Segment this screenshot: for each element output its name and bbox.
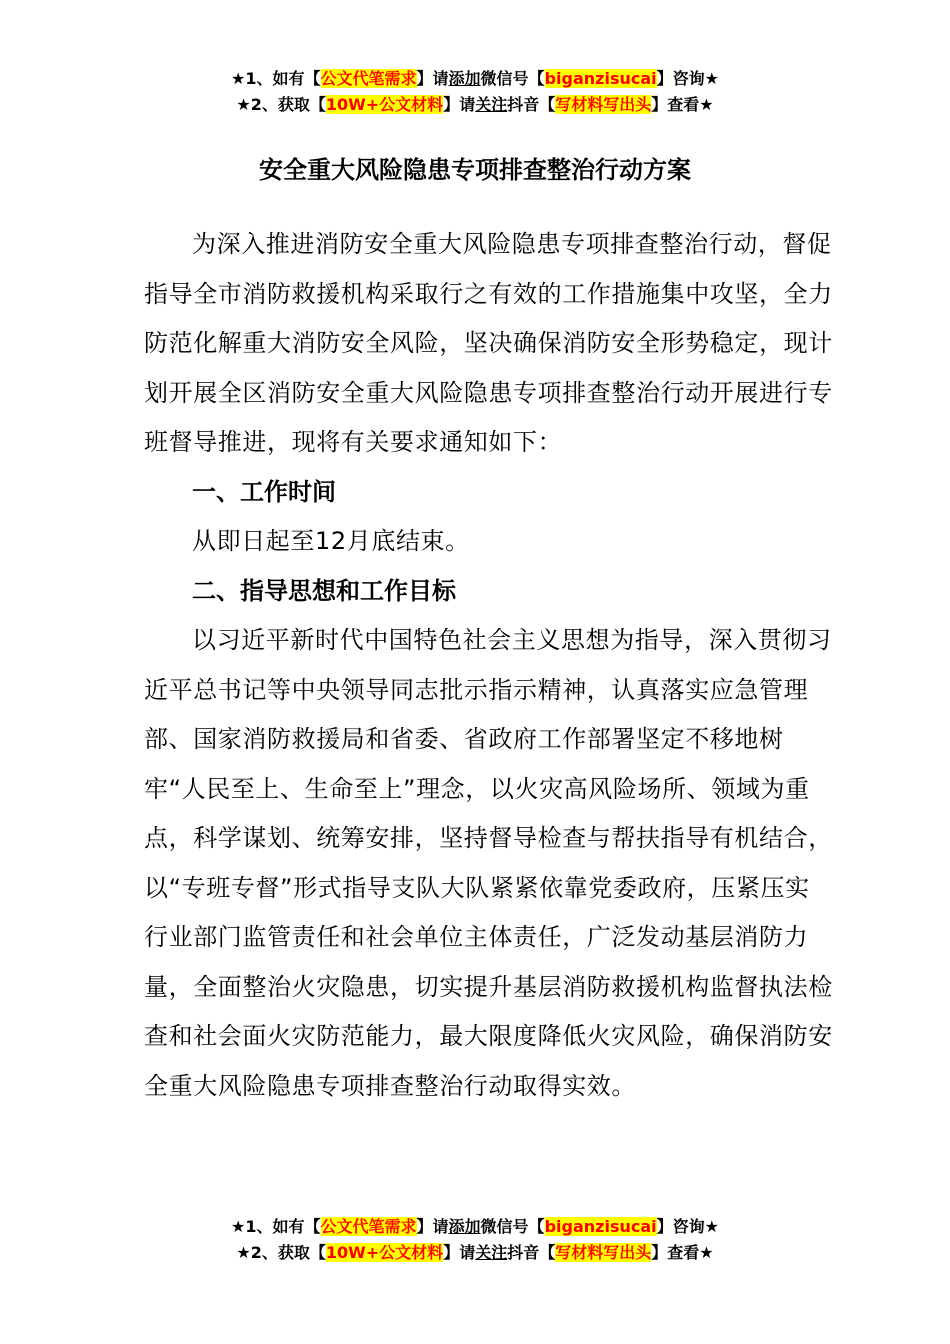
- promo-line-1: ★1、如有【公文代笔需求】请添加微信号【biganzisucai】咨询★: [231, 69, 719, 88]
- promo-highlight: 10W+公文材料: [325, 95, 444, 114]
- document-body: [144, 220, 834, 1111]
- promo-highlight: 公文代笔需求: [320, 1217, 417, 1236]
- promo-banner-bottom: [0, 1214, 950, 1266]
- work-time-paragraph: 从即日起至12月底结束。: [192, 527, 470, 555]
- promo-highlight: 写材料写出头: [555, 1243, 652, 1262]
- promo-highlight: 写材料写出头: [555, 95, 652, 114]
- promo-line-1: ★1、如有【公文代笔需求】请添加微信号【biganzisucai】咨询★: [231, 1217, 719, 1236]
- promo-banner-top: [0, 66, 950, 118]
- promo-highlight: biganzisucai: [544, 69, 657, 88]
- promo-highlight: 10W+公文材料: [325, 1243, 444, 1262]
- promo-highlight: 公文代笔需求: [320, 69, 417, 88]
- guiding-thought-paragraph: 以习近平新时代中国特色社会主义思想为指导，深入贯彻习近平总书记等中央领导同志批示指示精神，认真落实应急管理部、国家消防救援局和省委、省政府工作部署坚定不移地树牢“人民至上、生命至上”理念，以火灾高风险场所、领域为重点，科学谋划、统筹安排，坚持督导检查与帮扶指导有机结合，以“专班专督”形式指导支队大队紧紧依靠党委政府，压紧压实行业部门监管责任和社会单位主体责任，广泛发动基层消防力量，全面整治火灾隐患，切实提升基层消防救援机构监督执法检查和社会面火灾防范能力，最大限度降低火灾风险，确保消防安全重大风险隐患专项排查整治行动取得实效。: [144, 626, 833, 1100]
- promo-highlight: biganzisucai: [544, 1217, 657, 1236]
- intro-paragraph: 为深入推进消防安全重大风险隐患专项排查整治行动，督促指导全市消防救援机构采取行之有效的工作措施集中攻坚，全力防范化解重大消防安全风险，坚决确保消防安全形势稳定，现计划开展全区消防安全重大风险隐患专项排查整治行动开展进行专班督导推进，现将有关要求通知如下：: [144, 230, 833, 456]
- promo-line-2: ★2、获取【10W+公文材料】请关注抖音【写材料写出头】查看★: [236, 95, 714, 114]
- section-heading-work-time: 一、工作时间: [192, 477, 336, 506]
- document-title: 安全重大风险隐患专项排查整治行动方案: [259, 156, 691, 184]
- section-heading-guiding-thought: 二、指导思想和工作目标: [192, 576, 456, 605]
- promo-line-2: ★2、获取【10W+公文材料】请关注抖音【写材料写出头】查看★: [236, 1243, 714, 1262]
